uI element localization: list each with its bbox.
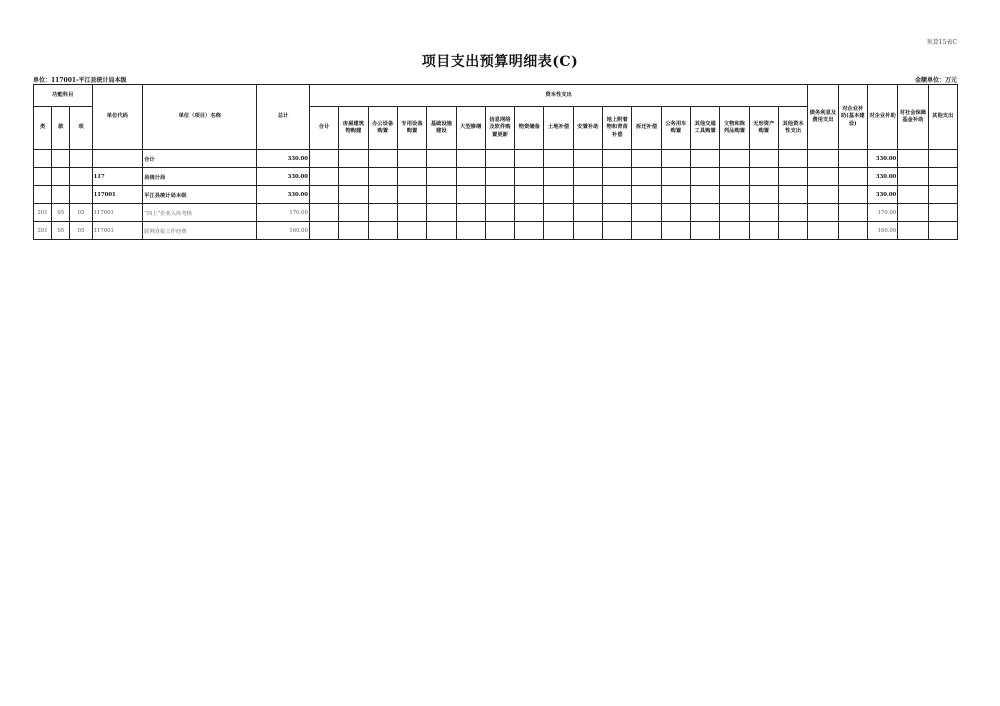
capital-col-header: 其他交通工具购置 <box>691 107 720 150</box>
capital-col-header: 物资储备 <box>515 107 544 150</box>
social-fund-header: 对社会保障基金补助 <box>898 85 928 150</box>
other-header: 其他支出 <box>928 85 957 150</box>
budget-table <box>33 84 958 240</box>
unit-code-header: 单位代码 <box>92 85 143 150</box>
func-subject-header: 功能科目 <box>34 85 93 107</box>
code-cell: 117001 <box>92 204 143 222</box>
code-cell <box>92 150 143 168</box>
table-row <box>34 150 958 168</box>
capital-col-header: 其他资本性支出 <box>778 107 807 150</box>
kuan-cell <box>52 150 70 168</box>
name-cell: “四上”企业入库考核 <box>143 204 257 222</box>
amount-unit-label: 金额单位：万元 <box>914 77 957 84</box>
total-cell: 170.00 <box>257 204 310 222</box>
capital-col-header: 拆迁补偿 <box>632 107 661 150</box>
name-cell: 县统计局 <box>143 168 257 186</box>
kuan-header: 款 <box>52 107 70 150</box>
capital-col-header: 专用设备购置 <box>397 107 426 150</box>
lei-header: 类 <box>34 107 52 150</box>
xiang-cell <box>70 186 92 204</box>
lei-cell <box>34 168 52 186</box>
enterprise-cell: 330.00 <box>867 150 897 168</box>
header-row-1 <box>34 85 958 107</box>
total-cell: 330.00 <box>257 150 310 168</box>
enterprise-header: 对企业补助 <box>867 85 897 150</box>
lei-cell <box>34 186 52 204</box>
total-header: 总计 <box>257 85 310 150</box>
total-cell: 160.00 <box>257 222 310 240</box>
capital-col-header: 房屋建筑物购建 <box>339 107 368 150</box>
lei-cell: 201 <box>34 204 52 222</box>
name-cell: 合计 <box>143 150 257 168</box>
unit-label: 单位：117001-平江县统计局本级 <box>33 77 127 84</box>
kuan-cell: 05 <box>52 222 70 240</box>
lei-cell <box>34 150 52 168</box>
xiang-cell: 05 <box>70 204 92 222</box>
kuan-cell <box>52 168 70 186</box>
capital-col-header: 文物和陈列品购置 <box>720 107 749 150</box>
xiang-cell <box>70 168 92 186</box>
enterprise-cell: 330.00 <box>867 168 897 186</box>
lei-cell: 201 <box>34 222 52 240</box>
enterprise-cell: 170.00 <box>867 204 897 222</box>
capital-col-header: 无形资产购置 <box>749 107 778 150</box>
code-cell: 117 <box>92 168 143 186</box>
name-cell: 平江县统计局本级 <box>143 186 257 204</box>
debt-header: 债务利息及费用支出 <box>808 85 838 150</box>
enterprise-base-header: 对企业补助(基本建设) <box>838 85 867 150</box>
kuan-cell <box>52 186 70 204</box>
xiang-cell: 05 <box>70 222 92 240</box>
total-cell: 330.00 <box>257 168 310 186</box>
xiang-header: 项 <box>70 107 92 150</box>
page-number: 预算15表C <box>926 39 957 46</box>
name-cell: 联网直报工作经费 <box>143 222 257 240</box>
enterprise-cell: 330.00 <box>867 186 897 204</box>
table-row <box>34 222 958 240</box>
capital-col-header: 土地补偿 <box>544 107 573 150</box>
capital-col-header: 大型修缮 <box>456 107 485 150</box>
total-cell: 330.00 <box>257 186 310 204</box>
xiang-cell <box>70 150 92 168</box>
capital-col-header: 基础设施建设 <box>427 107 456 150</box>
code-cell: 117001 <box>92 186 143 204</box>
code-cell: 117001 <box>92 222 143 240</box>
capital-col-header: 办公设备购置 <box>368 107 397 150</box>
enterprise-cell: 160.00 <box>867 222 897 240</box>
page-title: 项目支出预算明细表(C) <box>421 54 579 70</box>
capital-header: 资本性支出 <box>309 85 807 107</box>
capital-col-header: 信息网络及软件购置更新 <box>485 107 514 150</box>
table-row <box>34 168 958 186</box>
capital-col-header: 地上附着物和青苗补偿 <box>603 107 632 150</box>
capital-col-header: 公务用车购置 <box>661 107 690 150</box>
table-row <box>34 186 958 204</box>
kuan-cell: 05 <box>52 204 70 222</box>
unit-name-header: 单位（项目）名称 <box>143 85 257 150</box>
capital-col-header: 安置补助 <box>573 107 602 150</box>
table-row <box>34 204 958 222</box>
capital-col-header: 合计 <box>309 107 338 150</box>
